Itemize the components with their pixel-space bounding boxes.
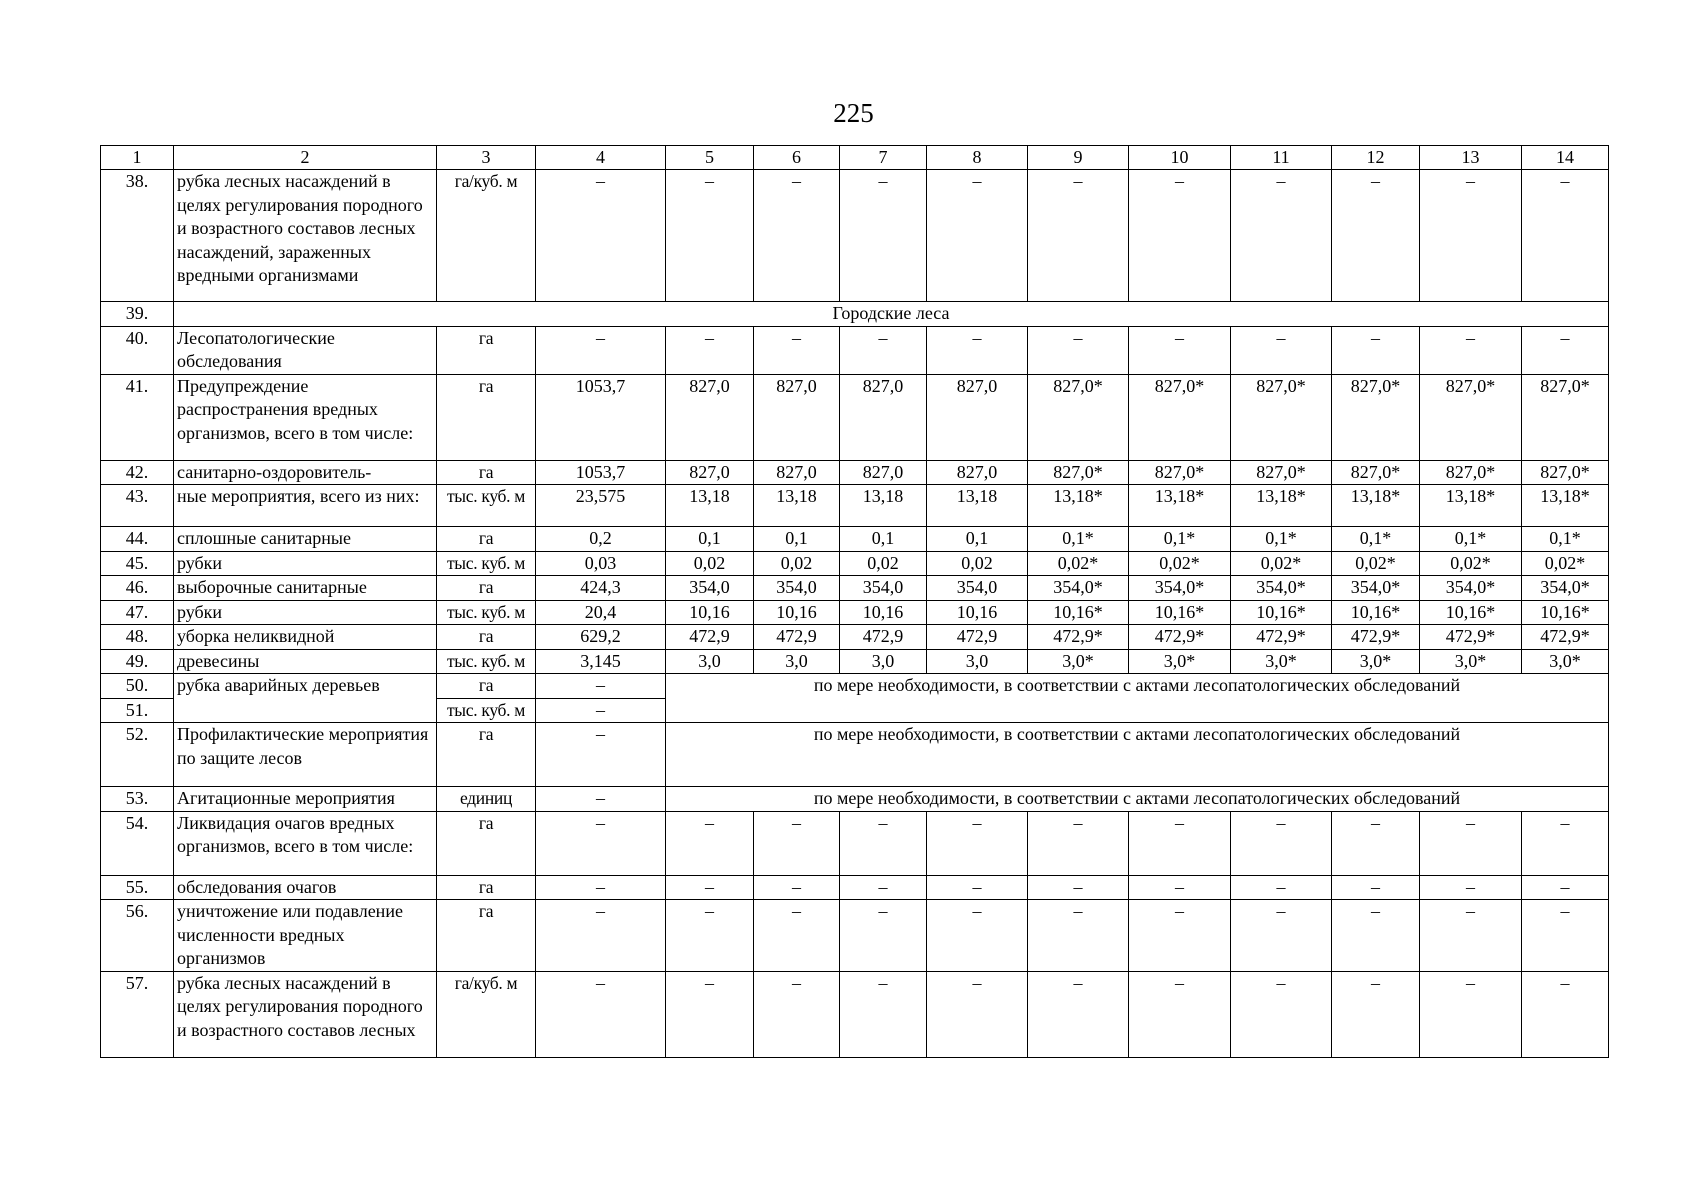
cell-value: 827,0* <box>1028 374 1129 460</box>
cell-value: 3,0 <box>754 649 840 674</box>
table-row <box>101 485 1609 527</box>
cell-value: 827,0* <box>1522 374 1609 460</box>
row-number: 47. <box>101 600 174 625</box>
cell-value: 472,9 <box>666 625 754 650</box>
row-number: 38. <box>101 170 174 302</box>
cell-value: – <box>1332 971 1420 1057</box>
cell-value: – <box>1332 326 1420 374</box>
cell-value: – <box>840 900 927 972</box>
cell-value: 13,18* <box>1522 485 1609 527</box>
cell-value: – <box>1129 875 1231 900</box>
cell-value: – <box>666 170 754 302</box>
row-unit: га <box>437 625 536 650</box>
cell-value: 3,0* <box>1522 649 1609 674</box>
cell-value: – <box>536 326 666 374</box>
table-row <box>101 170 1609 302</box>
row-number: 43. <box>101 485 174 527</box>
row-number: 48. <box>101 625 174 650</box>
row-unit: га/куб. м <box>437 971 536 1057</box>
page-number: 225 <box>833 98 874 128</box>
row-name: рубка аварийных деревьев <box>174 674 437 723</box>
cell-value: 354,0* <box>1522 576 1609 601</box>
row-number: 56. <box>101 900 174 972</box>
table-row <box>101 576 1609 601</box>
cell-value: – <box>1028 170 1129 302</box>
row-name: выборочные санитарные <box>174 576 437 601</box>
cell-value: 3,0 <box>840 649 927 674</box>
cell-value: – <box>927 900 1028 972</box>
data-table <box>100 145 1609 1058</box>
table-row <box>101 811 1609 875</box>
cell-value: 13,18* <box>1231 485 1332 527</box>
cell-value: – <box>927 875 1028 900</box>
row-unit: тыс. куб. м <box>437 551 536 576</box>
cell-value: – <box>666 326 754 374</box>
row-name: рубка лесных насаждений в целях регулирования породного и возрастного составов лесных насаждений, зараженных вредными организмами <box>174 170 437 302</box>
cell-value: – <box>1420 811 1522 875</box>
cell-value: – <box>536 900 666 972</box>
cell-value: – <box>1522 811 1609 875</box>
cell-value: – <box>1028 326 1129 374</box>
table-row <box>101 649 1609 674</box>
row-name: древесины <box>174 649 437 674</box>
row-number: 52. <box>101 723 174 787</box>
cell-value: 10,16* <box>1332 600 1420 625</box>
cell-value: – <box>1231 170 1332 302</box>
cell-value: 0,02 <box>666 551 754 576</box>
cell-value: – <box>754 875 840 900</box>
cell-value: – <box>1522 170 1609 302</box>
cell-value: 354,0* <box>1332 576 1420 601</box>
cell-value: 13,18* <box>1129 485 1231 527</box>
note-text: по мере необходимости, в соответствии с актами лесопатологических обследований <box>666 787 1609 812</box>
row-unit: га <box>437 374 536 460</box>
cell-value: 0,03 <box>536 551 666 576</box>
cell-value: – <box>1332 900 1420 972</box>
cell-value: – <box>1028 875 1129 900</box>
cell-value: 827,0* <box>1420 460 1522 485</box>
cell-value: 13,18 <box>927 485 1028 527</box>
cell-value: 23,575 <box>536 485 666 527</box>
row-number: 57. <box>101 971 174 1057</box>
cell-value: – <box>927 170 1028 302</box>
cell-value: 472,9 <box>754 625 840 650</box>
column-header: 4 <box>536 146 666 170</box>
row-unit: га <box>437 723 536 787</box>
table-row <box>101 625 1609 650</box>
cell-value: 354,0 <box>927 576 1028 601</box>
cell-value: 3,0* <box>1129 649 1231 674</box>
cell-value: – <box>536 971 666 1057</box>
table-row <box>101 971 1609 1057</box>
cell-value: 354,0* <box>1028 576 1129 601</box>
cell-value: 0,1* <box>1332 527 1420 552</box>
cell-value: – <box>1522 875 1609 900</box>
row-name: санитарно-оздоровитель- <box>174 460 437 485</box>
cell-value: – <box>536 875 666 900</box>
row-unit: га <box>437 326 536 374</box>
cell-value: 472,9 <box>840 625 927 650</box>
column-header: 3 <box>437 146 536 170</box>
cell-value: 0,02 <box>840 551 927 576</box>
column-header: 9 <box>1028 146 1129 170</box>
cell-value: 472,9* <box>1231 625 1332 650</box>
cell-value: 10,16 <box>754 600 840 625</box>
row-name: уничтожение или подавление численности вредных организмов <box>174 900 437 972</box>
cell-value: 10,16 <box>927 600 1028 625</box>
column-header: 8 <box>927 146 1028 170</box>
cell-value: 827,0 <box>840 374 927 460</box>
cell-value: 0,02* <box>1522 551 1609 576</box>
row-number: 49. <box>101 649 174 674</box>
cell-value: – <box>754 971 840 1057</box>
cell-value: – <box>1420 900 1522 972</box>
cell-value: – <box>536 674 666 699</box>
row-unit: га <box>437 460 536 485</box>
cell-value: 354,0 <box>754 576 840 601</box>
cell-value: 3,145 <box>536 649 666 674</box>
row-name: Агитационные мероприятия <box>174 787 437 812</box>
cell-value: 0,1 <box>927 527 1028 552</box>
cell-value: 0,02* <box>1028 551 1129 576</box>
cell-value: 472,9* <box>1420 625 1522 650</box>
row-number: 45. <box>101 551 174 576</box>
cell-value: 827,0 <box>754 460 840 485</box>
cell-value: – <box>754 170 840 302</box>
table-row <box>101 875 1609 900</box>
cell-value: 827,0 <box>666 460 754 485</box>
row-name: Ликвидация очагов вредных организмов, всего в том числе: <box>174 811 437 875</box>
table-row <box>101 723 1609 787</box>
table-row <box>101 460 1609 485</box>
cell-value: 472,9* <box>1129 625 1231 650</box>
cell-value: – <box>666 811 754 875</box>
cell-value: 424,3 <box>536 576 666 601</box>
row-unit: тыс. куб. м <box>437 600 536 625</box>
cell-value: 0,02* <box>1420 551 1522 576</box>
cell-value: – <box>1231 971 1332 1057</box>
cell-value: – <box>1332 170 1420 302</box>
column-header: 11 <box>1231 146 1332 170</box>
row-name: Предупреждение распространения вредных организмов, всего в том числе: <box>174 374 437 460</box>
cell-value: 0,1 <box>666 527 754 552</box>
cell-value: – <box>840 971 927 1057</box>
cell-value: – <box>536 698 666 723</box>
cell-value: – <box>1129 811 1231 875</box>
cell-value: 0,1* <box>1522 527 1609 552</box>
row-name: обследования очагов <box>174 875 437 900</box>
cell-value: 10,16* <box>1129 600 1231 625</box>
cell-value: – <box>1420 170 1522 302</box>
cell-value: – <box>536 787 666 812</box>
cell-value: 827,0* <box>1420 374 1522 460</box>
cell-value: 0,2 <box>536 527 666 552</box>
table-row <box>101 527 1609 552</box>
cell-value: 13,18* <box>1420 485 1522 527</box>
cell-value: – <box>1522 971 1609 1057</box>
row-number: 50. <box>101 674 174 699</box>
cell-value: – <box>536 170 666 302</box>
cell-value: 827,0 <box>840 460 927 485</box>
cell-value: 1053,7 <box>536 460 666 485</box>
cell-value: – <box>1129 326 1231 374</box>
cell-value: 827,0 <box>927 460 1028 485</box>
row-unit: га/куб. м <box>437 170 536 302</box>
row-unit: га <box>437 527 536 552</box>
row-name: рубки <box>174 600 437 625</box>
cell-value: 0,02* <box>1231 551 1332 576</box>
table-row <box>101 600 1609 625</box>
section-label: Городские леса <box>174 302 1609 327</box>
cell-value: 13,18* <box>1332 485 1420 527</box>
cell-value: 472,9* <box>1522 625 1609 650</box>
cell-value: – <box>840 875 927 900</box>
row-number: 54. <box>101 811 174 875</box>
cell-value: 10,16 <box>666 600 754 625</box>
cell-value: 0,1* <box>1028 527 1129 552</box>
cell-value: 1053,7 <box>536 374 666 460</box>
cell-value: 0,02* <box>1332 551 1420 576</box>
row-number: 41. <box>101 374 174 460</box>
cell-value: 3,0* <box>1028 649 1129 674</box>
cell-value: – <box>1028 971 1129 1057</box>
cell-value: 0,02* <box>1129 551 1231 576</box>
cell-value: – <box>536 811 666 875</box>
cell-value: 827,0* <box>1332 374 1420 460</box>
cell-value: – <box>666 900 754 972</box>
cell-value: – <box>754 900 840 972</box>
cell-value: – <box>1522 326 1609 374</box>
cell-value: 354,0 <box>666 576 754 601</box>
cell-value: – <box>754 326 840 374</box>
column-header: 6 <box>754 146 840 170</box>
cell-value: – <box>666 971 754 1057</box>
cell-value: – <box>1231 875 1332 900</box>
cell-value: 3,0* <box>1420 649 1522 674</box>
cell-value: – <box>1231 326 1332 374</box>
cell-value: – <box>1129 971 1231 1057</box>
cell-value: – <box>1332 811 1420 875</box>
cell-value: 13,18* <box>1028 485 1129 527</box>
cell-value: – <box>927 811 1028 875</box>
cell-value: 0,1 <box>754 527 840 552</box>
cell-value: – <box>536 723 666 787</box>
cell-value: 0,02 <box>754 551 840 576</box>
cell-value: – <box>1231 900 1332 972</box>
row-name: ные мероприятия, всего из них: <box>174 485 437 527</box>
row-unit: га <box>437 875 536 900</box>
cell-value: 827,0 <box>927 374 1028 460</box>
cell-value: – <box>1420 875 1522 900</box>
cell-value: 0,1* <box>1420 527 1522 552</box>
column-header: 14 <box>1522 146 1609 170</box>
cell-value: 10,16* <box>1420 600 1522 625</box>
cell-value: 827,0* <box>1231 460 1332 485</box>
column-header: 1 <box>101 146 174 170</box>
cell-value: – <box>840 811 927 875</box>
row-name: сплошные санитарные <box>174 527 437 552</box>
cell-value: 827,0* <box>1332 460 1420 485</box>
cell-value: – <box>840 170 927 302</box>
cell-value: 472,9* <box>1028 625 1129 650</box>
cell-value: – <box>1332 875 1420 900</box>
table-row <box>101 551 1609 576</box>
row-number: 40. <box>101 326 174 374</box>
column-header: 12 <box>1332 146 1420 170</box>
cell-value: 13,18 <box>840 485 927 527</box>
cell-value: 0,1* <box>1129 527 1231 552</box>
cell-value: 827,0 <box>754 374 840 460</box>
cell-value: – <box>1129 900 1231 972</box>
column-header: 13 <box>1420 146 1522 170</box>
row-number: 55. <box>101 875 174 900</box>
row-name: уборка неликвидной <box>174 625 437 650</box>
table-row <box>101 374 1609 460</box>
cell-value: 827,0* <box>1129 374 1231 460</box>
note-text: по мере необходимости, в соответствии с актами лесопатологических обследований <box>666 674 1609 723</box>
cell-value: 827,0* <box>1231 374 1332 460</box>
cell-value: – <box>754 811 840 875</box>
table-row <box>101 900 1609 972</box>
cell-value: – <box>927 971 1028 1057</box>
cell-value: 13,18 <box>666 485 754 527</box>
row-unit: тыс. куб. м <box>437 698 536 723</box>
cell-value: 10,16* <box>1231 600 1332 625</box>
cell-value: 0,1* <box>1231 527 1332 552</box>
cell-value: 472,9 <box>927 625 1028 650</box>
cell-value: 3,0* <box>1332 649 1420 674</box>
cell-value: 10,16 <box>840 600 927 625</box>
cell-value: 3,0 <box>666 649 754 674</box>
row-unit: га <box>437 576 536 601</box>
column-header: 7 <box>840 146 927 170</box>
row-unit: га <box>437 674 536 699</box>
cell-value: 3,0* <box>1231 649 1332 674</box>
cell-value: 3,0 <box>927 649 1028 674</box>
row-unit: тыс. куб. м <box>437 485 536 527</box>
cell-value: 10,16* <box>1028 600 1129 625</box>
note-text: по мере необходимости, в соответствии с актами лесопатологических обследований <box>666 723 1609 787</box>
cell-value: 472,9* <box>1332 625 1420 650</box>
cell-value: – <box>927 326 1028 374</box>
cell-value: – <box>1028 900 1129 972</box>
cell-value: 354,0 <box>840 576 927 601</box>
row-unit: тыс. куб. м <box>437 649 536 674</box>
cell-value: – <box>666 875 754 900</box>
cell-value: 20,4 <box>536 600 666 625</box>
cell-value: – <box>1129 170 1231 302</box>
row-name: Профилактические мероприятия по защите лесов <box>174 723 437 787</box>
cell-value: 827,0* <box>1028 460 1129 485</box>
table-row <box>101 326 1609 374</box>
cell-value: – <box>1420 971 1522 1057</box>
table-row <box>101 674 1609 699</box>
row-name: рубки <box>174 551 437 576</box>
cell-value: – <box>1028 811 1129 875</box>
row-number: 44. <box>101 527 174 552</box>
column-header: 5 <box>666 146 754 170</box>
cell-value: – <box>840 326 927 374</box>
header-row <box>101 146 1609 170</box>
column-header: 10 <box>1129 146 1231 170</box>
cell-value: – <box>1231 811 1332 875</box>
cell-value: 354,0* <box>1231 576 1332 601</box>
cell-value: 827,0* <box>1129 460 1231 485</box>
column-header: 2 <box>174 146 437 170</box>
row-unit: единиц <box>437 787 536 812</box>
section-row <box>101 302 1609 327</box>
row-unit: га <box>437 900 536 972</box>
cell-value: 827,0* <box>1522 460 1609 485</box>
table-row <box>101 787 1609 812</box>
cell-value: – <box>1522 900 1609 972</box>
cell-value: 827,0 <box>666 374 754 460</box>
cell-value: 0,02 <box>927 551 1028 576</box>
row-number: 39. <box>101 302 174 327</box>
row-name: Лесопатологические обследования <box>174 326 437 374</box>
cell-value: 10,16* <box>1522 600 1609 625</box>
row-number: 51. <box>101 698 174 723</box>
row-number: 53. <box>101 787 174 812</box>
row-name: рубка лесных насаждений в целях регулирования породного и возрастного составов лесных <box>174 971 437 1057</box>
row-number: 42. <box>101 460 174 485</box>
cell-value: 354,0* <box>1420 576 1522 601</box>
row-number: 46. <box>101 576 174 601</box>
cell-value: 0,1 <box>840 527 927 552</box>
cell-value: 13,18 <box>754 485 840 527</box>
row-unit: га <box>437 811 536 875</box>
cell-value: 354,0* <box>1129 576 1231 601</box>
cell-value: – <box>1420 326 1522 374</box>
cell-value: 629,2 <box>536 625 666 650</box>
